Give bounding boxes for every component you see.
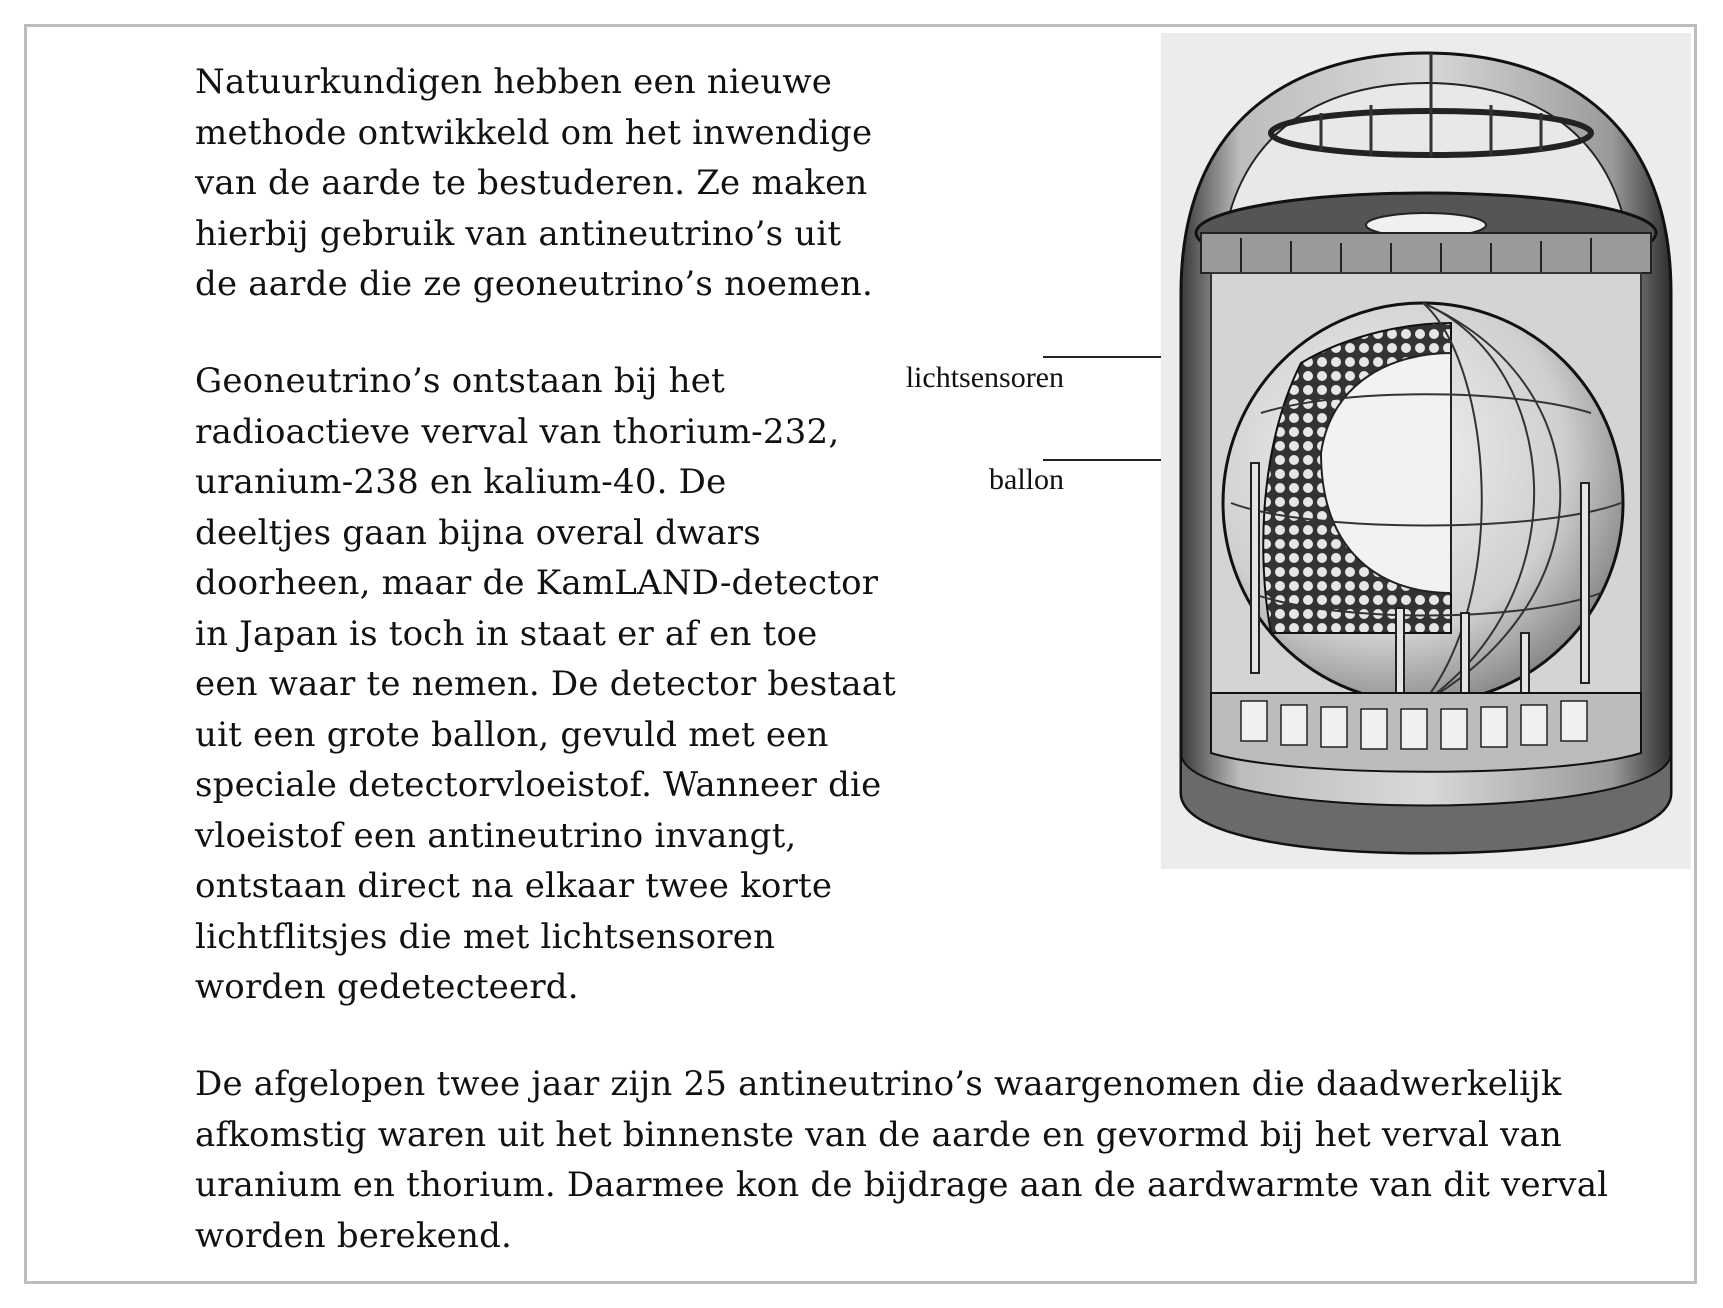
text-line: Natuurkundigen hebben een nieuwe	[195, 62, 833, 102]
text-line: Geoneutrino’s ontstaan bij het	[195, 361, 725, 401]
label-light-sensors: lichtsensoren	[905, 361, 1064, 394]
text-line: deeltjes gaan bijna overal dwars	[195, 512, 761, 553]
text-line: vloeistof een antineutrino invangt,	[195, 815, 797, 856]
paragraph-geoneutrinos	[195, 356, 955, 1013]
label-balloon: ballon	[989, 463, 1064, 496]
text-line: hierbij gebruik van antineutrino’s uit	[195, 213, 842, 254]
text-line: methode ontwikkeld om het inwendige	[195, 112, 873, 153]
text-line: speciale detectorvloeistof. Wanneer die	[195, 765, 882, 805]
text-line: doorheen, maar de KamLAND-detector	[195, 563, 879, 603]
document-frame	[24, 24, 1697, 1284]
text-line: uranium-238 en kalium-40. De	[195, 462, 727, 502]
text-line: radioactieve verval van thorium-232,	[195, 411, 840, 452]
text-line: de aarde die ze geoneutrino’s noemen.	[195, 264, 874, 304]
paragraph-intro	[195, 57, 955, 310]
kamland-detector-drawing	[1161, 33, 1691, 869]
text-line: afkomstig waren uit het binnenste van de aarde en gevormd bij het verval van	[195, 1114, 1563, 1155]
text-line: worden berekend.	[195, 1215, 513, 1256]
detector-illustration	[1161, 33, 1691, 869]
text-line: lichtflitsjes die met lichtsensoren	[195, 916, 776, 957]
text-line: uranium en thorium. Daarmee kon de bijdrage aan de aardwarmte van dit verval	[195, 1165, 1609, 1205]
text-line: De afgelopen twee jaar zijn 25 antineutrino’s waargenomen die daadwerkelijk	[195, 1064, 1562, 1104]
text-line: uit een grote ballon, gevuld met een	[195, 714, 829, 755]
text-line: worden gedetecteerd.	[195, 967, 579, 1007]
text-line: van de aarde te bestuderen. Ze maken	[195, 163, 868, 203]
paragraph-results	[195, 1059, 1675, 1261]
text-line: in Japan is toch in staat er af en toe	[195, 613, 818, 654]
text-line: een waar te nemen. De detector bestaat	[195, 664, 897, 704]
text-line: ontstaan direct na elkaar twee korte	[195, 866, 833, 906]
